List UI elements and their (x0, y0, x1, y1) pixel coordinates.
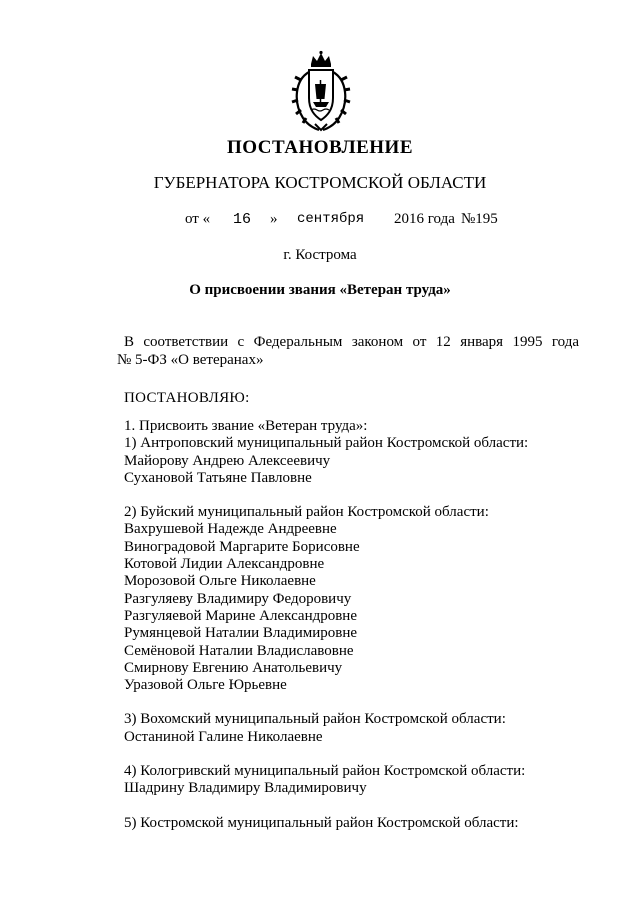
section-gap (124, 487, 584, 504)
awardee-name: Смирнову Евгению Анатольевичу (124, 659, 343, 676)
awardee-name: Румянцевой Наталии Владимировне (124, 625, 358, 642)
award-list (124, 418, 584, 832)
city: г. Кострома (283, 247, 357, 263)
district-title: 4) Кологривский муниципальный район Костромской области: (124, 763, 526, 780)
intro-line-2: № 5-ФЗ «О ветеранах» (117, 352, 264, 368)
district-title: 3) Вохомский муниципальный район Костромской области: (124, 711, 506, 728)
section-gap (124, 746, 584, 763)
awardee-name: Сухановой Татьяне Павловне (124, 469, 312, 486)
awardee-name: Останиной Галине Николаевне (124, 728, 323, 745)
district-title: 2) Буйский муниципальный район Костромской области: (124, 504, 489, 521)
date-close-quote: » (270, 211, 278, 227)
district-title: 5) Костромской муниципальный район Костромской области: (124, 814, 519, 831)
awardee-name: Разгуляевой Марине Александровне (124, 607, 357, 624)
section-gap (124, 798, 584, 815)
section-gap (124, 694, 584, 711)
date-day: 16 (233, 211, 252, 228)
awardee-name: Котовой Лидии Александровне (124, 556, 325, 573)
awardee-name: Вахрушевой Надежде Андреевне (124, 521, 337, 538)
document-type: ПОСТАНОВЛЕНИЕ (226, 137, 414, 158)
item-1-title: 1. Присвоить звание «Ветеран труда»: (124, 418, 368, 434)
awardee-name: Виноградовой Маргарите Борисовне (124, 538, 360, 555)
document-number: №195 (461, 211, 498, 227)
date-month: сентября (297, 211, 365, 227)
intro-line-1: В соответствии с Федеральным законом от 12 января 1995 года (124, 334, 579, 350)
awardee-name: Майорову Андрею Алексеевичу (124, 452, 331, 469)
decree-word: ПОСТАНОВЛЯЮ: (124, 390, 250, 406)
date-year: 2016 года (394, 211, 455, 227)
district-title: 1) Антроповский муниципальный район Костромской области: (124, 435, 529, 452)
awardee-name: Уразовой Ольге Юрьевне (124, 677, 287, 694)
coat-of-arms-emblem (289, 50, 353, 132)
document-subject: О присвоении звания «Ветеран труда» (189, 282, 451, 298)
date-prefix: от « (185, 211, 211, 227)
awardee-name: Разгуляеву Владимиру Федоровичу (124, 590, 352, 607)
awardee-name: Семёновой Наталии Владиславовне (124, 642, 354, 659)
awardee-name: Шадрину Владимиру Владимировичу (124, 780, 367, 797)
intro-paragraph (117, 333, 579, 369)
issuer: ГУБЕРНАТОРА КОСТРОМСКОЙ ОБЛАСТИ (153, 173, 487, 192)
awardee-name: Морозовой Ольге Николаевне (124, 573, 316, 590)
